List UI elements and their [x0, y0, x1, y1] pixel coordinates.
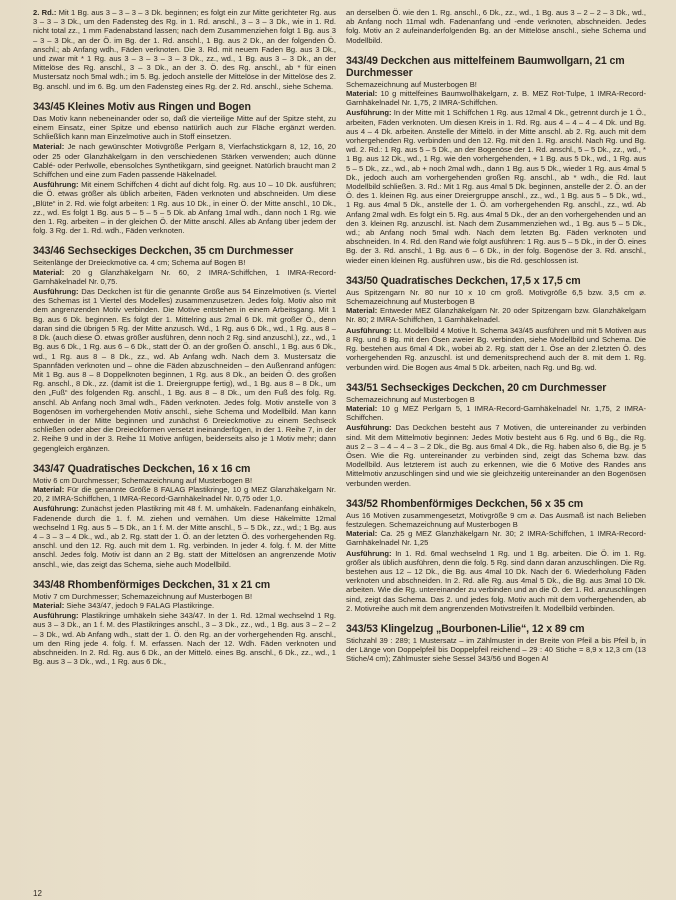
body-paragraph: Ausführung: Mit einem Schiffchen 4 dicht auf dicht folg. Rg. aus 10 – 10 Dk. ausführen; die Ö. etwas größer als üblich arbeiten, Fäden verknoten und abschneiden. Um diese „Blüte“ in 2. Rd. wie folgt arbeiten: 1 Rg. aus 10 Dk., in einer Ö. der Mitte anschl., 10 Dk., zz., wd. Es folgt 1 Bg. aus 5 – 5 – 5 – 5 Dk. ab Anfang 1mal wdh., dann noch 1 Rg. wie den 1. Rg. arbeiten – in der gleichen Ö. der Mitte anschl. Alles ab Anfang über jedem der folg. 3 Rg. der 1. Rd. wdh., Fäden verknoten. — [33, 180, 336, 236]
section-s343_51 — [346, 382, 646, 488]
section-heading: 343/52 Rhombenförmiges Deckchen, 56 x 35 cm — [346, 497, 584, 510]
section-heading: 343/51 Sechseckiges Deckchen, 20 cm Durchmesser — [346, 381, 607, 394]
section-s343_45 — [33, 101, 336, 236]
section-subtitle: Motiv 7 cm Durchmesser; Schemazeichnung auf Musterbogen B! — [33, 591, 253, 601]
section-heading: 343/49 Deckchen aus mittelfeinem Baumwollgarn, 21 cm Durchmesser — [346, 54, 625, 79]
paragraph-label: Material: — [33, 600, 65, 610]
section-s343_48 — [33, 579, 336, 667]
body-paragraph: Ausführung: Lt. Modellbild 4 Motive lt. Schema 343/45 ausführen und mit 5 Motiven aus 8 Rg. und 8 Bg. mit den Ösen zweier Bg. verbinden, siehe Modellbild und Schema. Die Rg. bestehen aus 6mal 4 Dk., wobei ab 2. Rg. statt der 1. Öse an der 2.letzten Ö. des vorhergehenden Rg. anzuschl. ist und demenitsprechend auch der 8. mit dem 1. Rg. verbunden wird. Die Bogen aus 4mal 5 Dk. arbeiten, nach Rg. und Bg. wd. — [346, 325, 646, 372]
body-paragraph: Material: Ca. 25 g MEZ Glanzhäkelgarn Nr. 30; 2 IMRA-Schiffchen, 1 IMRA-Record-Garnhäkelnadel Nr. 1,25 — [346, 529, 646, 548]
body-paragraph: Ausführung: Das Deckchen ist für die genannte Größe aus 54 Einzelmotiven (s. Viertel des Schemas ist 1 Viertel des Modelles) zusammenzusetzen. Jedes folg. Motiv also mit dem angrenzenden Motiv verbinden. Die Motive entstehen in einem Arbeitsgang. Mit 1 Bg. aus 6 Dk. beginnen. Es folgt der 1. Mittelring aus 2mal 6 Dk. mit großer Ö., denn daran sind die übrigen 5 Rg. der Mitte anzusch. Wd., 1 Rg. aus 6 Dk., wd., 1 Rg. aus 8 – 8 Dk. (auch diese Ö. etwas größer ausführen, denn noch 2 Rg. sind anzuschl.), zz., wd., 1 Bg. aus 6 Dk., 1 Rg. aus 6 – 6 Dk., statt der Ö. an der großen Ö. anschl., 1 Bg. aus 6 Dk., wd., 1 Rg. aus 8 – 8 Dk., zz., wd. Ab Anfang wdh. Nach dem 3. Mustersatz die Spannfäden verknoten und – ohne die Fäden abzuschneiden – den Außenrand anfügen: Mit 1 Bg. aus 8 – 8 Doppelknoten beginnen, 1 Rg. aus 8 Dk., an beiden Ö. des großen Rg. anschl., 8 Dk., zz. (damit ist die 1. Dreiergruppe fertig), wd., 1 Bg. aus 8 – 8 Dk., um den „Fuß“ des folgenden Rg. anschl., 1 Bg. aus 8 – 8 Dk., um den Fuß des folg. Rg. anschl. Ab Anfang noch 3mal wdh., Fäden verknoten. Jedes folg. Motiv anstelle von 3 Bogenösen im vorhergehenden Motiv anschl., siehe Schema und Modellbild. Man kann entweder in der Mitte beginnen und zunächst 6 Dreieckmotive zu einem Sechseck schließen oder aber die Dreieckformen versetzt ineinanderfügen, in der 1. Reihe 7, in der 2. Reihe 9 und in der 3. Reihe 11 Motive anfügen, beiderseits also je 1 Motiv mehr; dann gegengleich ergänzen. — [33, 287, 336, 453]
section-heading: 343/46 Sechseckiges Deckchen, 35 cm Durchmesser — [33, 245, 294, 258]
body-paragraph: Material: Für die genannte Größe 8 FALAG Plastikringe, 10 g MEZ Glanzhäkelgarn Nr. 20, 2 IMRA-Schiffchen, 1 IMRA-Record-Garnhäkelnadel Nr. 0,75 oder 1,0. — [33, 484, 336, 504]
section-subtitle: Seitenlänge der Dreieckmotive ca. 4 cm; Schema auf Bogen B! — [33, 258, 246, 268]
section-cont2 — [346, 8, 646, 45]
paragraph-label: Ausführung: — [33, 180, 79, 190]
body-paragraph: Stichzahl 39 : 289; 1 Mustersatz – im Zählmuster in der Breite von Pfeil a bis Pfeil b, in der Länge von Doppelpfeil bis Doppelpfeil reichend – 29 : 40 Stiche = 8,9 x 12,3 cm (13 Stiche/4 cm); Zählmuster siehe Sessel 343/56 und Bogen A! — [346, 635, 646, 664]
section-subtitle: Schemazeichnung auf Musterbogen B — [346, 394, 475, 404]
paragraph-label: Material: — [346, 89, 378, 99]
paragraph-label: Ausführung: — [346, 423, 392, 433]
body-paragraph: Material: 10 g MEZ Perlgarn 5, 1 IMRA-Record-Garnhäkelnadel Nr. 1,75, 2 IMRA-Schiffchen. — [346, 403, 646, 423]
section-s343_52 — [346, 498, 646, 613]
body-paragraph: Ausführung: Das Deckchen besteht aus 7 Motiven, die untereinander zu verbinden sind. Mit dem Mittelmotiv beginnen: Jedes Motiv besteht aus 6 Rg. und 6 Bg., die Rg. aus 2 – 3 – 4 – 4 – 3 – 2 Dk., die Bg. aus 6mal 4 Dk., die Rg. haben also 6, die Bg. je 5 Ösen. Wie die Rg. untereinander zu verbinden sind, zeigt das Schema bzw. das Modellbild. Aus letzterem ist auch zu erkennen, wie die 6 Motive des Randes ans Mittelmotiv anzuschlingen sind und wie sie gleichzeitig untereinander an den Bogenösen verbunden werden. — [346, 423, 646, 488]
paragraph-label: Material: — [33, 484, 65, 494]
paragraph-label: 2. Rd.: — [33, 8, 57, 17]
section-heading: 343/50 Quadratisches Deckchen, 17,5 x 17,5 cm — [346, 274, 581, 287]
paragraph-label: Ausführung: — [33, 611, 79, 621]
body-paragraph: Material: 20 g Glanzhäkelgarn Nr. 60, 2 IMRA-Schiffchen, 1 IMRA-Record-Garnhäkelnadel Nr. 0,75. — [33, 267, 336, 286]
paragraph-label: Ausführung: — [33, 287, 79, 297]
body-paragraph: Das Motiv kann nebeneinander oder so, daß die vierteilige Mitte auf der Spitze steht, zu einem Einsatz, einer Spitze und ebenso natürlich auch zur Fläche ergänzt werden. Schließlich kann man Einzelmotive auch in Stoff einsetzen. — [33, 113, 336, 142]
paragraph-label: Ausführung: — [346, 108, 392, 118]
body-paragraph: Material: 10 g mittelfeines Baumwollhäkelgarn, z. B. MEZ Rot-Tulpe, 1 IMRA-Record-Garnhäkelnadel Nr. 1,75, 2 IMRA-Schiffchen. — [346, 89, 646, 108]
body-paragraph: Ausführung: In 1. Rd. 6mal wechselnd 1 Rg. und 1 Bg. arbeiten. Die Ö. im 1. Rg. größer als üblich ausführen, denn die folg. 5 Rg. sind dann daran anzuschlingen. Die Rg. bestehen aus 12 – 12 Dk., die Bg. aus 4mal 10 Dk. Nach der 6. Wiederholung Fäden verknoten und abschneiden. In 2. Rd. alle Rg. aus 4mal 5 Dk., die Bg. aus 3mal 10 Dk. arbeiten. Wie die Rg. untereinander zu verbinden und an die Ö. der 1. Rd. anzuschlingen sind, zeigt das Schema. Das 2. und jedes folg. Motiv auch mit dem vorhergehenden, ab 2. Motivreihe auch mit dem angrenzenden Motivstreifen lt. Modellbild verbinden. — [346, 548, 646, 613]
paragraph-label: Material: — [33, 267, 65, 277]
body-paragraph: Material: Entweder MEZ Glanzhäkelgarn Nr. 20 oder Spitzengarn bzw. Glanzhäkelgarn Nr. 80; 2 IMRA-Schiffchen, 1 Garnhäkelnadel. — [346, 306, 646, 325]
body-paragraph: an derselben Ö. wie den 1. Rg. anschl., 6 Dk., zz., wd., 1 Bg. aus 3 – 2 – 2 – 3 Dk., wd., ab Anfang noch 11mal wdh. Fadenanfang und -ende verknoten, abschneiden. Jedes folg. Motiv an 2 aufeinanderfolgenden Bg. an der Mittelöse anschl., siehe Schema und Modellbild. — [346, 8, 646, 45]
section-heading: 343/45 Kleines Motiv aus Ringen und Bogen — [33, 100, 251, 113]
section-subtitle: Schemazeichnung auf Musterbogen B! — [346, 79, 477, 89]
paragraph-label: Ausführung: — [346, 325, 392, 335]
paragraph-label: Material: — [346, 529, 378, 539]
section-s343_53 — [346, 623, 646, 664]
section-cont1 — [33, 8, 336, 91]
section-subtitle: Aus Spitzengarn Nr. 80 nur 10 x 10 cm groß. Motivgröße 6,5 bzw. 3,5 cm ⌀. Schemazeichnung auf Musterbogen B — [346, 287, 646, 307]
section-s343_46 — [33, 245, 336, 452]
section-s343_47 — [33, 463, 336, 569]
section-s343_49 — [346, 55, 646, 265]
paragraph-label: Ausführung: — [33, 504, 79, 514]
paragraph-label: Material: — [346, 306, 378, 316]
body-paragraph: Material: Siehe 343/47, jedoch 9 FALAG Plastikringe. — [33, 600, 215, 610]
body-paragraph: Ausführung: In der Mitte mit 1 Schiffchen 1 Rg. aus 12mal 4 Dk., getrennt durch je 1 Ö., arbeiten, Fäden verknoten. Um diesen Kreis in 1. Rd. Rg. aus 4 – 4 – 4 – 4 Dk. und Bg. aus 4 – 4 Dk. arbeiten. Anstelle der Mittelö. in der Mitte anschl. ab 2. Rg. auch mit dem vorhergehenden Rg. verbinden und den 12. Rg. mit den 1. Rg. anschl. Nach Rg. und Bg. wd. 2. Rd.: 1 Rg. aus 5 – 5 Dk., an der Bogenöse der 1. Rd. anschl., 5 – 5 Dk., zz., wd., * 1 Bg. aus 12 Dk., wd., 1 Rg. wie den vorhergehenden, + 1 Bg. aus 5 Dk., wd., 1 Rg. aus 5 – 5 Dk., zz., wd., ab + noch 2mal wdh., dann 1 Bg. aus 5 Dk., wieder 1 Rg. aus 4mal 5 Dk., jedoch auch am vorhergehenden großen Rg. anschl., ab * wdh., die Rd. laut Modellbild schließen. 3. Rd.: Mit 1 Rg. aus 4mal 5 Dk. beginnen, anstelle der 2. Ö. an der Ö. des 1. kleinen Rg. aus einer Dreiergruppe anschl., zz., wd., 1 Bg. aus 5 – 5 Dk., wd., 1 Rg. aus 4mal 5 Dk., anstelle der 1. Ö. am vorhergehenden Rg. anschl., zz., wd. Ab Anfang 2mal wdh. Es folgt ein 5. Rg. aus 4mal 5 Dk., der an den vorhergehenden und an den 3. kleinen Rg. anzuschl. ist. Nach dem Zusammenziehen wd., 1 Bg. aus 5 – 5 Dk., wd.; ab Anfang noch 5mal wdh. Nach dem letzten Bg. Fäden verknoten und abschneiden. In 4. Rd. den Rand wie folgt ausführen: 1 Rg. aus 5 – 5 Dk., in der Ö. eines Bg. der 3. Rd. anschl., 1 Bg. aus 6 – 6 Dk., in der folg. Bogenöse der 3. Rd. anschl., wieder einen kleinen Rg. ausführen usw., bis die Rd. geschlossen ist. — [346, 108, 646, 265]
paragraph-label: Material: — [346, 403, 378, 413]
left-column — [33, 8, 336, 896]
section-heading: 343/48 Rhombenförmiges Deckchen, 31 x 21 cm — [33, 578, 271, 591]
body-paragraph: Material: Je nach gewünschter Motivgröße Perlgarn 8, Vierfachstickgarn 8, 12, 16, 20 oder 25 oder Glanzhäkelgarn in den verschiedenen Stärken verwenden; auch dünne Cablé- oder Perlwolle, ebensolches Synthetikgarn, sind geeignet. Natürlich braucht man 2 Schiffchen und eine zum Faden passende Häkelnadel. — [33, 142, 336, 180]
right-column — [346, 8, 646, 896]
section-subtitle: Motiv 6 cm Durchmesser; Schemazeichnung auf Musterbogen B! — [33, 475, 253, 485]
section-heading: 343/53 Klingelzug „Bourbonen-Lilie“, 12 x 89 cm — [346, 622, 585, 635]
body-paragraph: Ausführung: Zunächst jeden Plastikring mit 48 f. M. umhäkeln. Fadenanfang einhäkeln, Fadenende durch die 1. f. M. ziehen und vernähen. Um diese Häkelmitte 12mal wechselnd 1 Rg. aus 5 – 5 Dk., an 1 f. M. der Mitte anschl., 5 – 5 Dk., zz., wd.; 1 Bg. aus 4 – 3 – 3 – 4 Dk., wd., ab 2. Rg. statt der 1. Ö. an der letzten Ö. des vorhergehenden Rg. anschl. und den 12. Rg. auch mit dem 1. Rg. verbinden. In jeder 4. folg. f. M. der Mitte anschl. Jedes folg. Motiv ist dann an 2 Bg. statt der Mittelösen an angrenzende Motiv anschl., wie, das zeigt das Schema, siehe auch Modellbild. — [33, 504, 336, 569]
page-number: 12 — [33, 889, 42, 898]
paragraph-label: Material: — [33, 142, 65, 152]
section-s343_50 — [346, 275, 646, 372]
section-subtitle: Aus 16 Motiven zusammengesetzt, Motivgröße 9 cm ⌀. Das Ausmaß ist nach Belieben festzulegen. Schemazeichnung auf Musterbogen B — [346, 510, 646, 529]
body-paragraph: 2. Rd.: Mit 1 Bg. aus 3 – 3 – 3 – 3 Dk. beginnen; es folgt ein zur Mitte gerichteter Rg. aus 3 – 3 – 3 Dk., um den Fadensteg des Rg. in 1. Rd. anschl., 3 – 3 – 3 Dk., wie in 1. Rd. nicht total zz., 1 mm Fadenabstand lassen; nach dem Zusammenziehen folgt 1 Bg. aus 3 – 3 – 3 Dk., an der Ö. im Bg. der 1. Rd. anschl., 1 Bg. aus 2 Dk., an der folgenden Ö. anschl.; ab Anfang wdh., Fäden verknoten. Die 3. Rd. mit neuem Faden Bg. aus 3 Dk., und zwar mit * 1 Rg. aus 3 – 3 – 3 – 3 – 3 Dk., zz., wd., 1 Bg. aus 3 – 3 Dk., an der Mittelöse des Rg. anschl., 3 – 3 Dk., an der 3. Ö. des Rg. anschl., ab * für einen Mustersatz noch 5mal wdh.; im 5. Bg. jedoch anstelle der Mittelöse in der Mittelöse des 2. Bg. anschl. und im 6. Bg. um den Fadensteg eines Rg. der 2. Rd. anschl., siehe Schema. — [33, 8, 336, 91]
paragraph-label: Ausführung: — [346, 548, 392, 558]
body-paragraph: Ausführung: Plastikringe umhäkeln siehe 343/47. In der 1. Rd. 12mal wechselnd 1 Rg. aus 3 – 3 Dk., an 1 f. M. des Plastikringes anschl., 3 – 3 Dk., zz., wd., 1 Bg. aus 3 – 2 – 2 – 3 Dk., wd. Ab Anfang wdh., statt der 1. Ö. den Rg. an der vorhergehenden Rg. anschl., um den Ring jede 4. folg. f. M. erfassen. Nach der 12. Wdh. Fäden verknoten und abschneiden. In 2. Rd. Rg. aus 6 Dk., an der Mittelö. eines Bg. anschl., 6 Dk., zz., wd., 1 Bg. aus 3 – 3 Dk., wd., 1 Rg. aus 6 Dk., — [33, 611, 336, 667]
section-heading: 343/47 Quadratisches Deckchen, 16 x 16 cm — [33, 462, 251, 475]
